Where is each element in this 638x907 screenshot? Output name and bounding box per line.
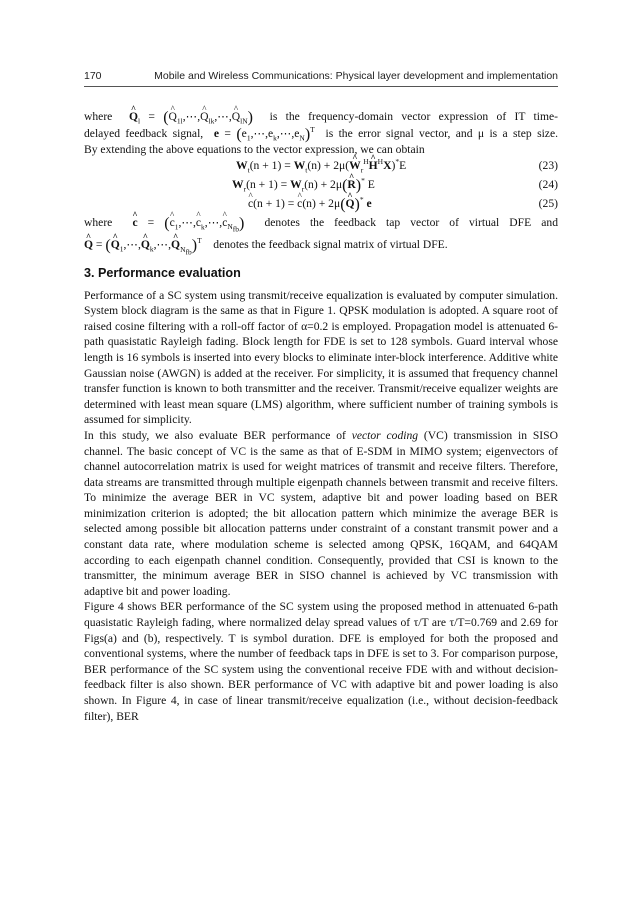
tap-vector-definition: ^ c = (^ $c_1,\cdots,\^{}$ $c_k,\cdots,\^{}$ $c_{N_{fb}}$) bbox=[122, 216, 254, 229]
running-header bbox=[84, 70, 558, 87]
feedback-matrix-line: ^ Q = (^ $Q_1,\cdots,\^{}$ $Q_k,\cdots,\^{}$ $Q_{N_{fb}})^T$ denotes the feedback signal matrix of virtual DFE. bbox=[84, 237, 558, 254]
equation-23: $W_t(n + 1) = W_t(n)$ + 2μ(^ $W_r^H\^{}$ $H^HX)^*E$ (23) bbox=[84, 158, 558, 177]
q-vector-definition: ^ $Q_l$ = (^ $Q_{1l},\cdots,\^{}$ $Q_{lk},\cdots,\^{}$ $Q_{lN}$) bbox=[121, 110, 262, 123]
intro-line-3: By extending the above equations to the vector expression, we can obtain bbox=[84, 143, 425, 157]
intro-line-2: delayed feedback signal, $e = (e_1,\cdots,e_k,\cdots,e_N)^T$ is the error signal vector, and μ is a step size. bbox=[84, 124, 558, 143]
tap-vector-line: where ^ c = (^ $c_1,\cdots,\^{}$ $c_k,\cdots,\^{}$ $c_{N_{fb}}$) denotes the feedback tap vector of virtual DFE and bbox=[84, 215, 558, 232]
section-heading: 3. Performance evaluation bbox=[84, 265, 241, 280]
feedback-matrix-definition: ^ Q = (^ $Q_1,\cdots,\^{}$ $Q_k,\cdots,\^{}$ $Q_{N_{fb}})^T$ bbox=[84, 238, 210, 251]
equation-24: $W_r(n + 1) = W_r(n)$ + 2μ(^ R)* E (24) bbox=[84, 177, 558, 196]
body-text bbox=[84, 109, 558, 724]
book-title: Mobile and Wireless Communications: Physical layer development and implementation bbox=[154, 70, 558, 82]
paragraph-simulation-setup: Performance of a SC system using transmit/receive equalization is evaluated by computer simulation. System block diagram is the same as that in Figure 1. QPSK modulation is adopted. A square root of raised cosine filtering with a roll-off factor of α=0.2 is employed. Propagation model is attenuated 6-path quasistatic Rayleigh fading. Block length for FDE is set to 128 symbols. Guard interval whose length is 16 symbols is inserted into every blocks to eliminate inter-block interference. Additive white Gaussian noise (AWGN) is added at the receiver. For simplicity, it is assumed that frequency channel transfer function is known to both transmitter and the receiver. Transmit/receive equalizer weights are determined with least mean square (LMS) algorithm, where sufficient number of training symbols is assumed for simplicity. bbox=[84, 288, 558, 427]
paragraph-vector-coding: In this study, we also evaluate BER performance of vector coding (VC) transmission in SISO channel. The basic concept of VC is the same as that of E-SDM in MIMO system; eigenvectors of channel autocorrelation matrix is used for weight matrices of transmit and receive filters. Therefore, data streams are transmitted through multiple eigenpath channels between transmit and receive filters. To minimize the average BER in VC system, adaptive bit and power loading based on BER minimization criterion is adopted; the bit allocation pattern which minimize the average BER is selected among possible bit allocation patterns under constraint of a constant transmit power and a constant data rate, where modulation scheme is selected among QPSK, 16QAM, and 64QAM according to each eigenpath channel condition. Consequently, provided that CSI is known to the transmitter, the minimum average BER in SISO channel is achieved by VC transmission with adaptive bit and power loading. bbox=[84, 428, 558, 598]
error-vector-definition: $e = (e_1,\cdots,e_k,\cdots,e_N)^T$ bbox=[213, 124, 315, 143]
intro-line-1: where ^ $Q_l$ = (^ $Q_{1l},\cdots,\^{}$ $Q_{lk},\cdots,\^{}$ $Q_{lN}$) is the frequency-domain vector expression of IT time- bbox=[84, 109, 558, 126]
equation-25: ^ c(n + 1) = ^ c(n) + 2μ(^ Q)* e (25) bbox=[84, 196, 558, 215]
vector-coding-term: vector coding bbox=[351, 428, 419, 442]
paragraph-figure-4: Figure 4 shows BER performance of the SC system using the proposed method in attenuated 6-path quasistatic Rayleigh fading, where normalized delay spread values of τ/T are τ/T=0.769 and 2.69 for Figs(a) and (b), respectively. T is symbol duration. DFE is employed for both the proposed and conventional systems, where the number of feedback taps in DFE is set to 3. For comparison purpose, BER performance of the SC system using the conventional receive FDE with and without decision-feedback filter is also shown. BER performance of VC with adaptive bit and power loading is also shown. In Figure 4, in case of linear transmit/receive equalization (i.e., without decision-feedback filter), BER bbox=[84, 600, 558, 723]
page-number: 170 bbox=[84, 70, 102, 82]
